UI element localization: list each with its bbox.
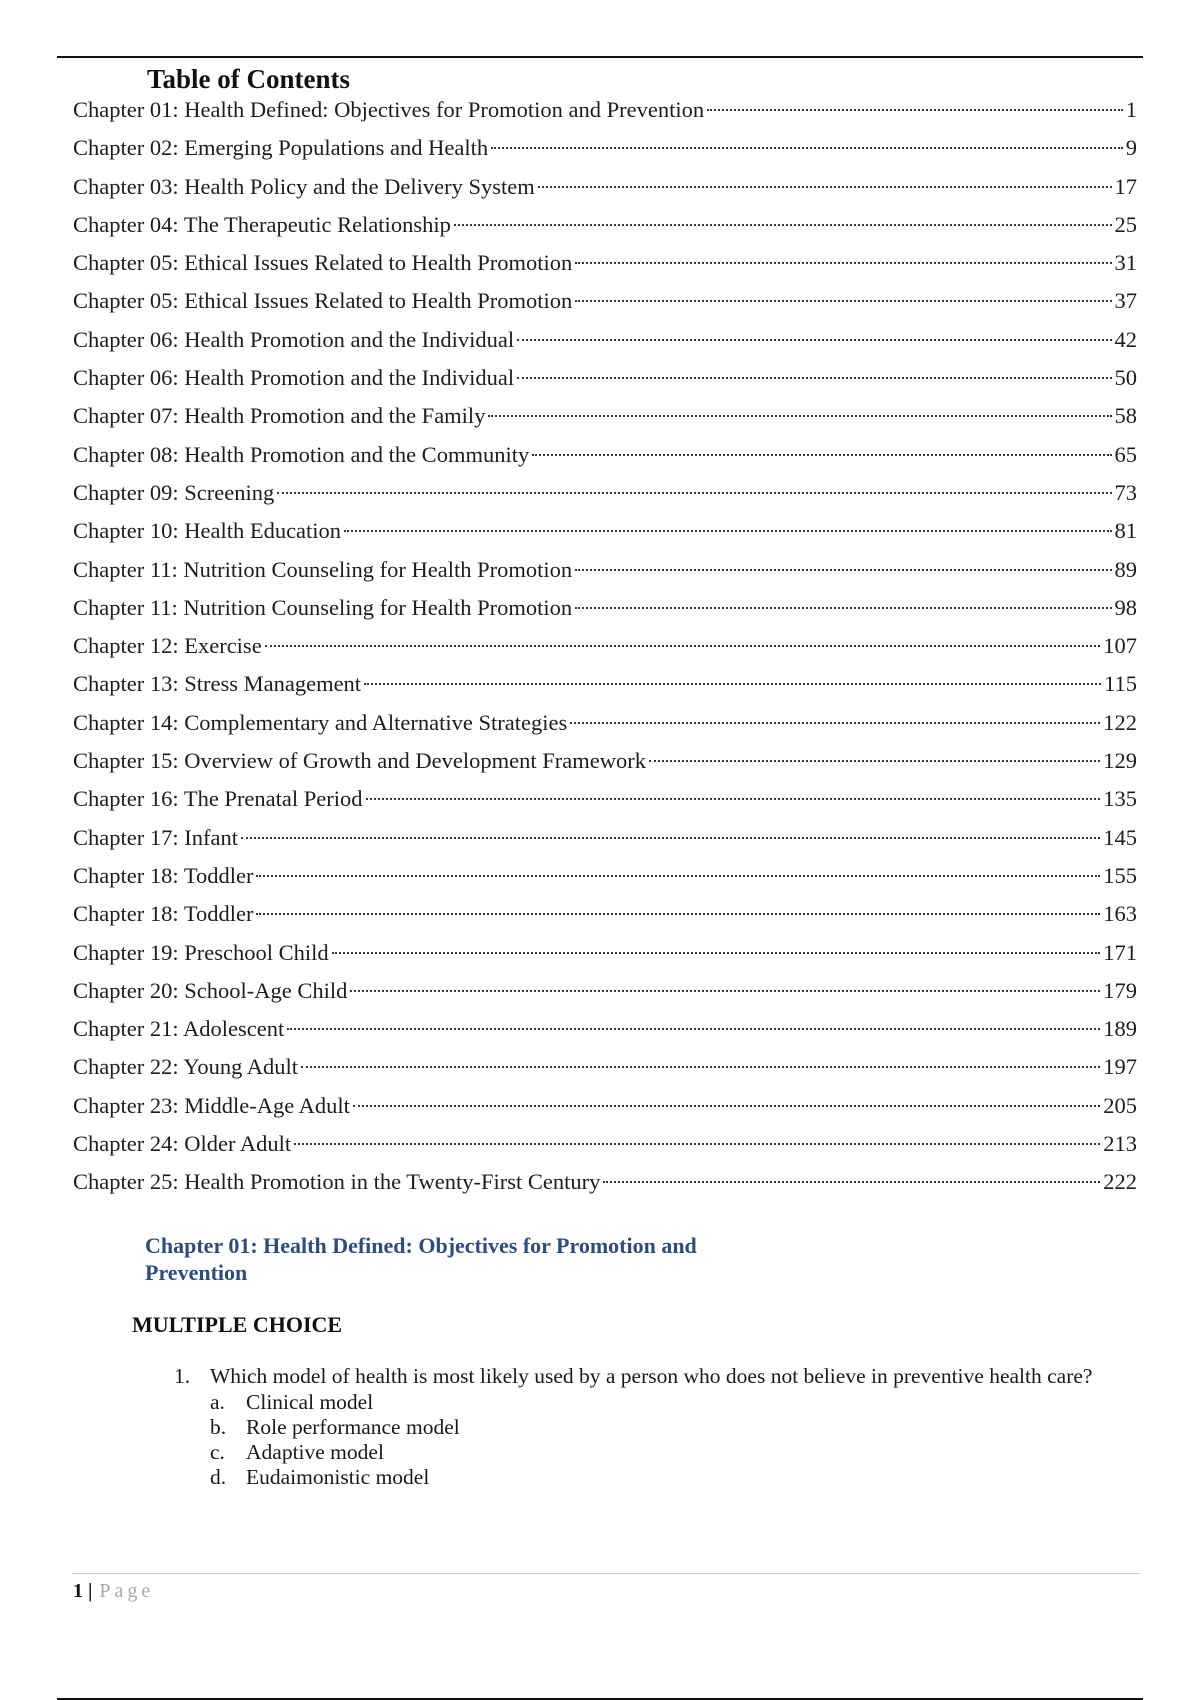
toc-dot-leader bbox=[491, 147, 1123, 149]
toc-title: Table of Contents bbox=[147, 64, 351, 94]
toc-entry[interactable] bbox=[73, 244, 1137, 282]
toc-entry-title: Chapter 22: Young Adult bbox=[73, 1054, 299, 1080]
toc-entry-title: Chapter 13: Stress Management bbox=[73, 671, 362, 697]
toc-entry-page: 135 bbox=[1103, 786, 1137, 812]
toc-entry-title: Chapter 18: Toddler bbox=[73, 862, 254, 888]
answer-option bbox=[210, 1390, 1114, 1415]
answer-option bbox=[210, 1465, 1114, 1490]
toc-entry-page: 122 bbox=[1103, 709, 1137, 735]
toc-entry-page: 1 bbox=[1125, 97, 1137, 122]
toc-entry-title: Chapter 11: Nutrition Counseling for Health Promotion bbox=[73, 594, 573, 620]
toc-dot-leader bbox=[575, 607, 1111, 609]
toc-entry[interactable] bbox=[73, 819, 1137, 857]
toc-entry-title: Chapter 10: Health Education bbox=[73, 518, 342, 544]
toc-dot-leader bbox=[532, 454, 1111, 456]
toc-entry[interactable] bbox=[73, 627, 1137, 665]
toc-entry[interactable] bbox=[73, 1087, 1137, 1125]
toc-entry-page: 179 bbox=[1103, 977, 1137, 1003]
toc-dot-leader bbox=[265, 645, 1101, 647]
toc-entry[interactable] bbox=[73, 857, 1137, 895]
option-text: Clinical model bbox=[246, 1390, 374, 1414]
toc-entry[interactable] bbox=[73, 512, 1137, 550]
toc-entry-title: Chapter 03: Health Policy and the Delivery System bbox=[73, 173, 535, 199]
toc-entry-title: Chapter 20: School-Age Child bbox=[73, 977, 348, 1003]
toc-entry-page: 31 bbox=[1114, 250, 1137, 276]
toc-entry-page: 129 bbox=[1103, 748, 1137, 774]
toc-entry[interactable] bbox=[73, 91, 1137, 129]
toc-entry-page: 89 bbox=[1114, 556, 1137, 582]
toc-dot-leader bbox=[277, 492, 1111, 494]
toc-entry-title: Chapter 23: Middle-Age Adult bbox=[73, 1092, 350, 1118]
toc-entry-page: 81 bbox=[1114, 518, 1137, 544]
toc-entry-page: 115 bbox=[1104, 671, 1137, 697]
toc-dot-leader bbox=[301, 1066, 1100, 1068]
toc-entry-title: Chapter 05: Ethical Issues Related to Health Promotion bbox=[73, 288, 573, 314]
option-text: Role performance model bbox=[246, 1415, 460, 1439]
toc-entry-title: Chapter 02: Emerging Populations and Health bbox=[73, 135, 489, 161]
toc-entry[interactable] bbox=[73, 934, 1137, 972]
toc-dot-leader bbox=[287, 1028, 1100, 1030]
toc-dot-leader bbox=[707, 109, 1123, 111]
toc-dot-leader bbox=[570, 722, 1100, 724]
toc-entry-page: 205 bbox=[1103, 1092, 1137, 1118]
toc-dot-leader bbox=[353, 1105, 1100, 1107]
question-1 bbox=[174, 1364, 1114, 1490]
toc-entry-page: 65 bbox=[1114, 441, 1137, 467]
toc-entry-page: 58 bbox=[1114, 403, 1137, 429]
toc-dot-leader bbox=[603, 1181, 1100, 1183]
toc-entry-page: 25 bbox=[1114, 211, 1137, 237]
section-heading: MULTIPLE CHOICE bbox=[132, 1312, 343, 1337]
toc-entry-page: 73 bbox=[1114, 479, 1137, 505]
option-text: Eudaimonistic model bbox=[246, 1465, 430, 1489]
answer-options bbox=[210, 1390, 1114, 1490]
toc-entry[interactable] bbox=[73, 895, 1137, 933]
toc-entry[interactable] bbox=[73, 397, 1137, 435]
toc-entry-title: Chapter 19: Preschool Child bbox=[73, 939, 329, 965]
toc-dot-leader bbox=[575, 262, 1111, 264]
toc-entry[interactable] bbox=[73, 551, 1137, 589]
toc-entry[interactable] bbox=[73, 665, 1137, 703]
toc-entry-title: Chapter 09: Screening bbox=[73, 479, 275, 505]
toc-dot-leader bbox=[575, 569, 1111, 571]
toc-entry-page: 98 bbox=[1114, 594, 1137, 620]
option-letter: b. bbox=[210, 1415, 227, 1439]
toc-dot-leader bbox=[256, 875, 1100, 877]
toc-entry-page: 155 bbox=[1103, 862, 1137, 888]
toc-entry-page: 9 bbox=[1125, 135, 1137, 161]
toc-dot-leader bbox=[332, 952, 1101, 954]
toc-entry-title: Chapter 06: Health Promotion and the Individual bbox=[73, 326, 515, 352]
toc-entry-title: Chapter 07: Health Promotion and the Family bbox=[73, 403, 486, 429]
footer-separator: | bbox=[88, 1580, 93, 1602]
answer-option bbox=[210, 1415, 1114, 1440]
toc-entry[interactable] bbox=[73, 1010, 1137, 1048]
chapter-heading: Chapter 01: Health Defined: Objectives for Promotion and Prevention bbox=[145, 1233, 697, 1285]
toc-entry-title: Chapter 14: Complementary and Alternative Strategies bbox=[73, 709, 568, 735]
toc-entry-page: 222 bbox=[1103, 1169, 1137, 1195]
toc-entry-page: 50 bbox=[1114, 365, 1137, 391]
toc-dot-leader bbox=[649, 760, 1100, 762]
toc-entry[interactable] bbox=[73, 1163, 1137, 1201]
toc-entry-title: Chapter 17: Infant bbox=[73, 824, 238, 850]
toc-entry-title: Chapter 21: Adolescent bbox=[73, 1016, 285, 1042]
toc-entry[interactable] bbox=[73, 704, 1137, 742]
toc-dot-leader bbox=[454, 224, 1112, 226]
toc-entry-title: Chapter 15: Overview of Growth and Development Framework bbox=[73, 748, 646, 774]
toc-entry[interactable] bbox=[73, 1048, 1137, 1086]
toc-entry-title: Chapter 11: Nutrition Counseling for Health Promotion bbox=[73, 556, 573, 582]
toc-entry-page: 189 bbox=[1103, 1016, 1137, 1042]
toc-entry-title: Chapter 12: Exercise bbox=[73, 633, 262, 659]
toc-dot-leader bbox=[294, 1143, 1100, 1145]
toc-entry-page: 197 bbox=[1103, 1054, 1137, 1080]
option-letter: d. bbox=[210, 1465, 227, 1489]
question-number: 1. bbox=[174, 1364, 191, 1388]
toc-entry[interactable] bbox=[73, 168, 1137, 206]
toc-entry[interactable] bbox=[73, 589, 1137, 627]
toc-dot-leader bbox=[488, 415, 1111, 417]
toc-entry[interactable] bbox=[73, 282, 1137, 320]
toc-dot-leader bbox=[344, 530, 1111, 532]
question-stem bbox=[174, 1364, 1114, 1389]
toc-dot-leader bbox=[517, 377, 1111, 379]
toc-entry[interactable] bbox=[73, 1125, 1137, 1163]
toc-dot-leader bbox=[350, 990, 1100, 992]
toc-entry[interactable] bbox=[73, 129, 1137, 167]
toc-dot-leader bbox=[517, 339, 1111, 341]
toc-entry-page: 37 bbox=[1114, 288, 1137, 314]
toc-entry-title: Chapter 06: Health Promotion and the Individual bbox=[73, 365, 515, 391]
toc-entry-page: 107 bbox=[1103, 633, 1137, 659]
toc-entry[interactable] bbox=[73, 436, 1137, 474]
toc-dot-leader bbox=[538, 186, 1112, 188]
toc-dot-leader bbox=[575, 300, 1111, 302]
page-footer bbox=[73, 1578, 154, 1604]
toc-dot-leader bbox=[366, 798, 1101, 800]
toc-entry[interactable] bbox=[73, 742, 1137, 780]
toc-entry-title: Chapter 08: Health Promotion and the Community bbox=[73, 441, 530, 467]
toc-entry-title: Chapter 05: Ethical Issues Related to Health Promotion bbox=[73, 250, 573, 276]
toc-entry-title: Chapter 04: The Therapeutic Relationship bbox=[73, 211, 451, 237]
toc-entry-page: 42 bbox=[1114, 326, 1137, 352]
toc-entry-page: 17 bbox=[1114, 173, 1137, 199]
top-rule bbox=[57, 56, 1143, 58]
footer-page-label: Page bbox=[99, 1580, 155, 1602]
toc-entry-page: 145 bbox=[1103, 824, 1137, 850]
toc-entry-title: Chapter 01: Health Defined: Objectives for Promotion and Prevention bbox=[73, 97, 705, 122]
option-text: Adaptive model bbox=[246, 1440, 384, 1464]
toc-entry[interactable] bbox=[73, 972, 1137, 1010]
toc-entry[interactable] bbox=[73, 359, 1137, 397]
toc-list bbox=[73, 91, 1137, 1202]
toc-dot-leader bbox=[364, 683, 1101, 685]
toc-entry-page: 213 bbox=[1103, 1131, 1137, 1157]
toc-entry-title: Chapter 18: Toddler bbox=[73, 901, 254, 927]
toc-entry-title: Chapter 16: The Prenatal Period bbox=[73, 786, 363, 812]
toc-entry[interactable] bbox=[73, 206, 1137, 244]
toc-entry[interactable] bbox=[73, 780, 1137, 818]
question-text: Which model of health is most likely used by a person who does not believe in preventive health care? bbox=[210, 1364, 1093, 1388]
toc-entry-title: Chapter 25: Health Promotion in the Twenty-First Century bbox=[73, 1169, 601, 1195]
toc-entry-page: 171 bbox=[1103, 939, 1137, 965]
footer-page-number: 1 bbox=[73, 1580, 83, 1602]
answer-option bbox=[210, 1440, 1114, 1465]
toc-dot-leader bbox=[241, 837, 1100, 839]
toc-dot-leader bbox=[256, 913, 1100, 915]
option-letter: c. bbox=[210, 1440, 225, 1464]
toc-entry[interactable] bbox=[73, 321, 1137, 359]
footer-rule bbox=[72, 1573, 1140, 1574]
toc-entry[interactable] bbox=[73, 474, 1137, 512]
toc-entry-title: Chapter 24: Older Adult bbox=[73, 1131, 292, 1157]
toc-entry-page: 163 bbox=[1103, 901, 1137, 927]
option-letter: a. bbox=[210, 1390, 225, 1414]
